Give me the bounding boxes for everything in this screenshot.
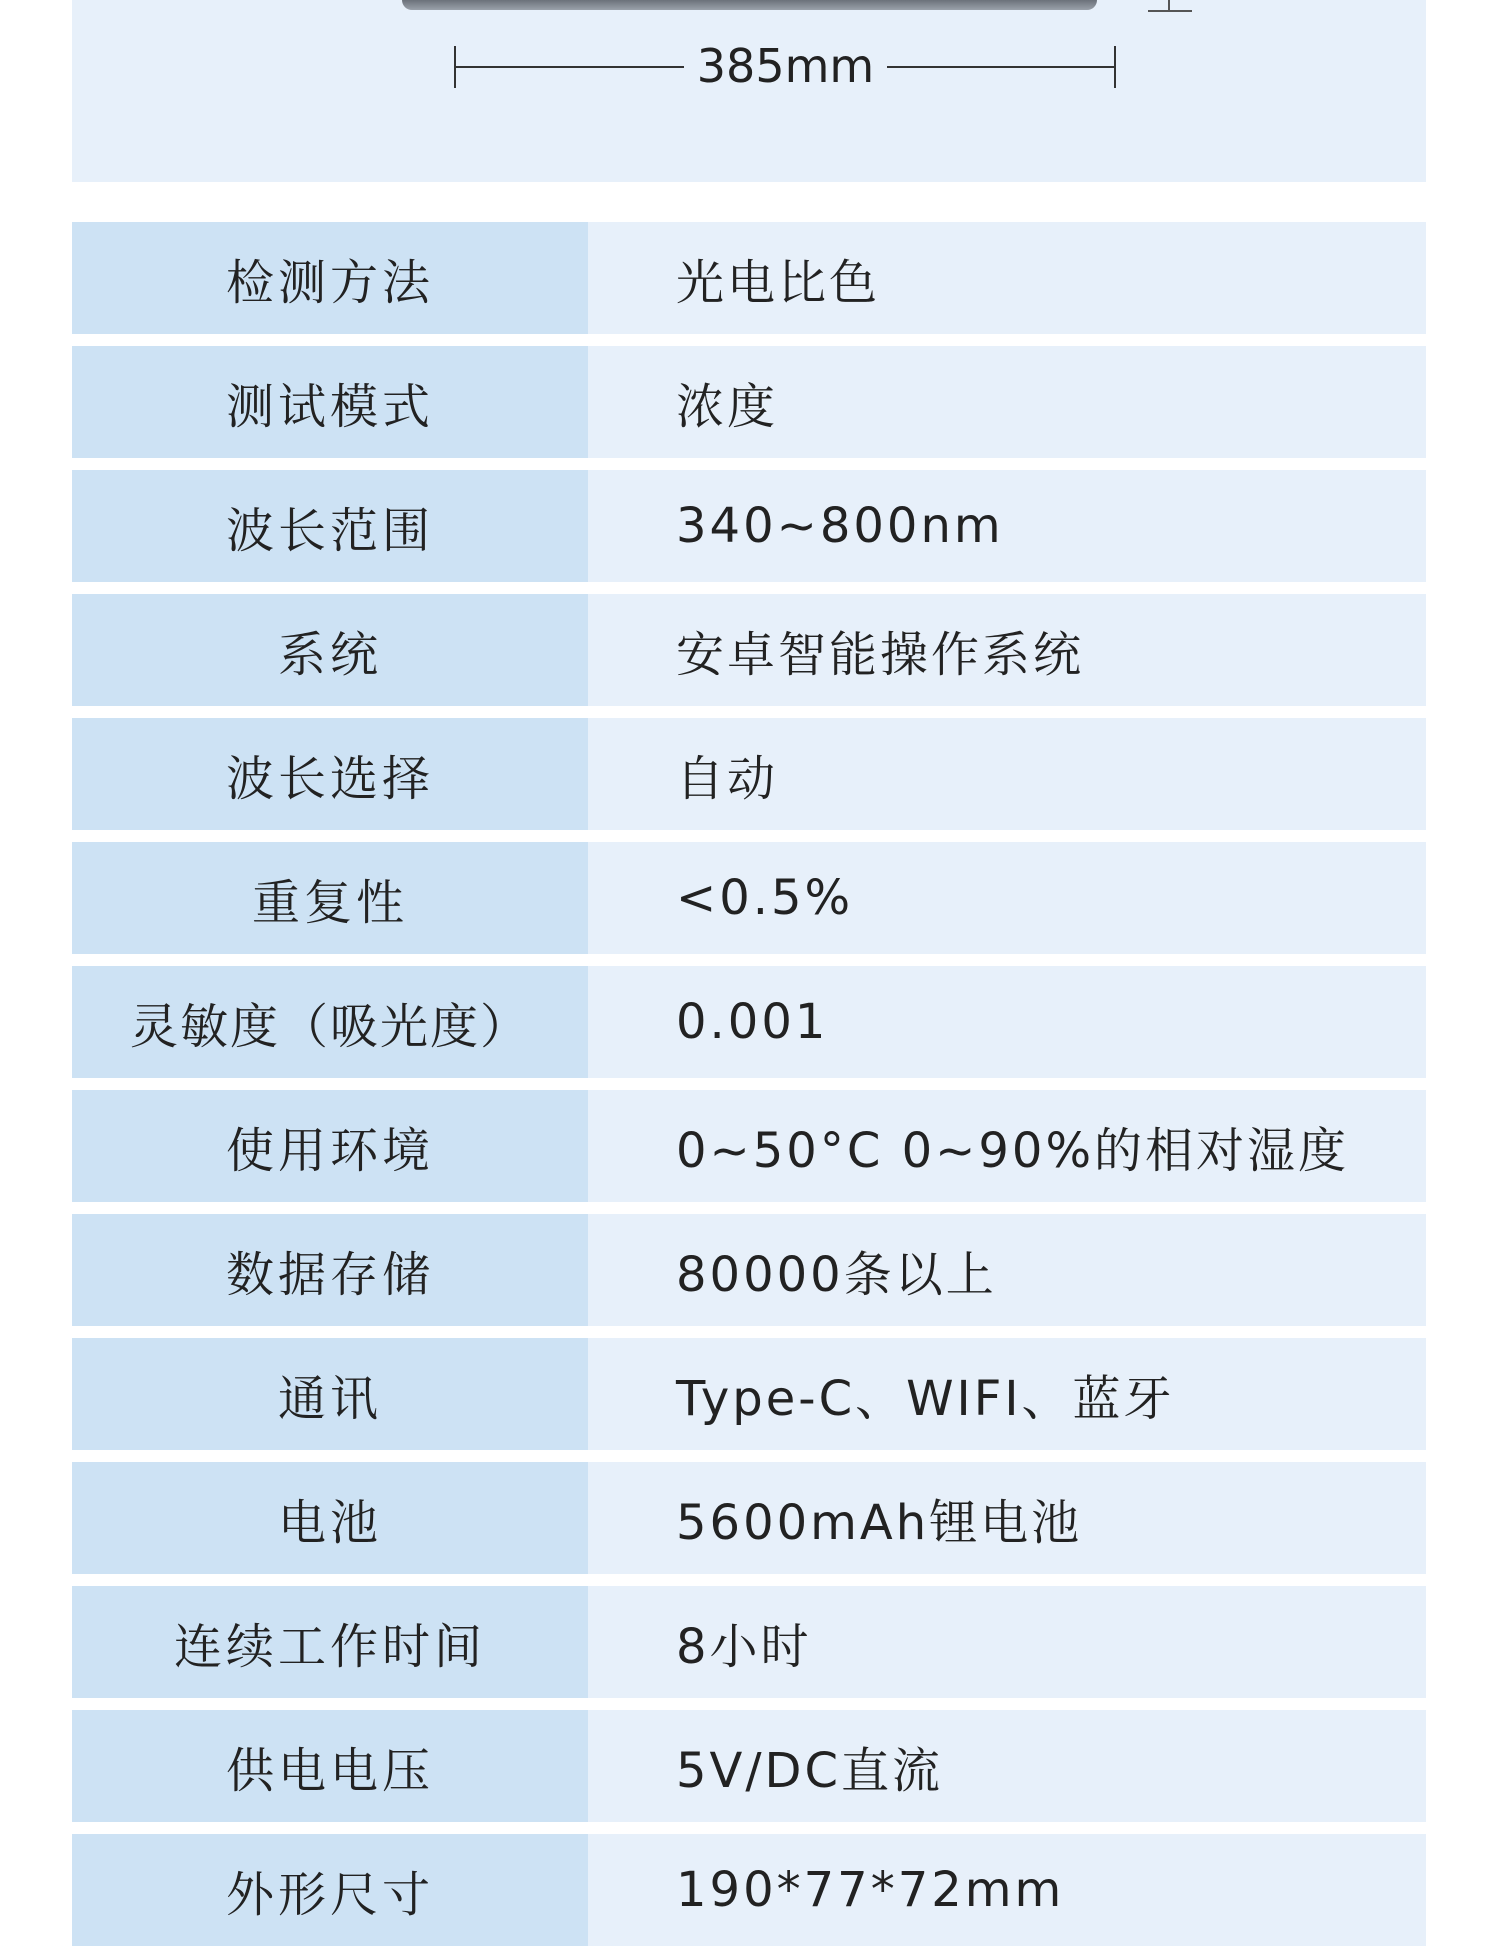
spec-row — [72, 470, 1426, 582]
spec-value: 190*77*72mm — [588, 1834, 1426, 1946]
spec-label: 检测方法 — [72, 222, 588, 334]
spec-label: 连续工作时间 — [72, 1586, 588, 1698]
spec-value: <0.5% — [588, 842, 1426, 954]
spec-label: 测试模式 — [72, 346, 588, 458]
spec-label: 通讯 — [72, 1338, 588, 1450]
spec-row — [72, 842, 1426, 954]
device-bottom-edge — [402, 0, 1097, 10]
spec-value: 8小时 — [588, 1586, 1426, 1698]
spec-table — [72, 222, 1426, 1958]
spec-value: 5600mAh锂电池 — [588, 1462, 1426, 1574]
spec-value: 0~50°C 0~90%的相对湿度 — [588, 1090, 1426, 1202]
spec-row — [72, 1214, 1426, 1326]
spec-row — [72, 1090, 1426, 1202]
spec-value: 光电比色 — [588, 222, 1426, 334]
product-image-panel — [72, 0, 1426, 182]
spec-row — [72, 1338, 1426, 1450]
spec-row — [72, 966, 1426, 1078]
spec-row — [72, 1710, 1426, 1822]
dimension-line-right — [887, 66, 1115, 68]
height-dimension-tick — [1148, 0, 1192, 12]
spec-label: 数据存储 — [72, 1214, 588, 1326]
spec-value: 80000条以上 — [588, 1214, 1426, 1326]
spec-value: 自动 — [588, 718, 1426, 830]
spec-value: 5V/DC直流 — [588, 1710, 1426, 1822]
spec-row — [72, 718, 1426, 830]
spec-value: 安卓智能操作系统 — [588, 594, 1426, 706]
spec-row — [72, 1586, 1426, 1698]
spec-label: 供电电压 — [72, 1710, 588, 1822]
spec-row — [72, 1462, 1426, 1574]
spec-row — [72, 1834, 1426, 1946]
spec-value: Type-C、WIFI、蓝牙 — [588, 1338, 1426, 1450]
spec-label: 外形尺寸 — [72, 1834, 588, 1946]
spec-label: 重复性 — [72, 842, 588, 954]
spec-row — [72, 594, 1426, 706]
spec-label: 波长选择 — [72, 718, 588, 830]
spec-label: 灵敏度（吸光度） — [72, 966, 588, 1078]
spec-value: 340~800nm — [588, 470, 1426, 582]
spec-value: 浓度 — [588, 346, 1426, 458]
spec-value: 0.001 — [588, 966, 1426, 1078]
width-dimension-label: 385mm — [696, 39, 875, 93]
dimension-line-left — [456, 66, 684, 68]
spec-row — [72, 346, 1426, 458]
spec-row — [72, 222, 1426, 334]
spec-label: 电池 — [72, 1462, 588, 1574]
spec-label: 系统 — [72, 594, 588, 706]
spec-label: 使用环境 — [72, 1090, 588, 1202]
dimension-right-cap — [1114, 46, 1116, 88]
spec-label: 波长范围 — [72, 470, 588, 582]
